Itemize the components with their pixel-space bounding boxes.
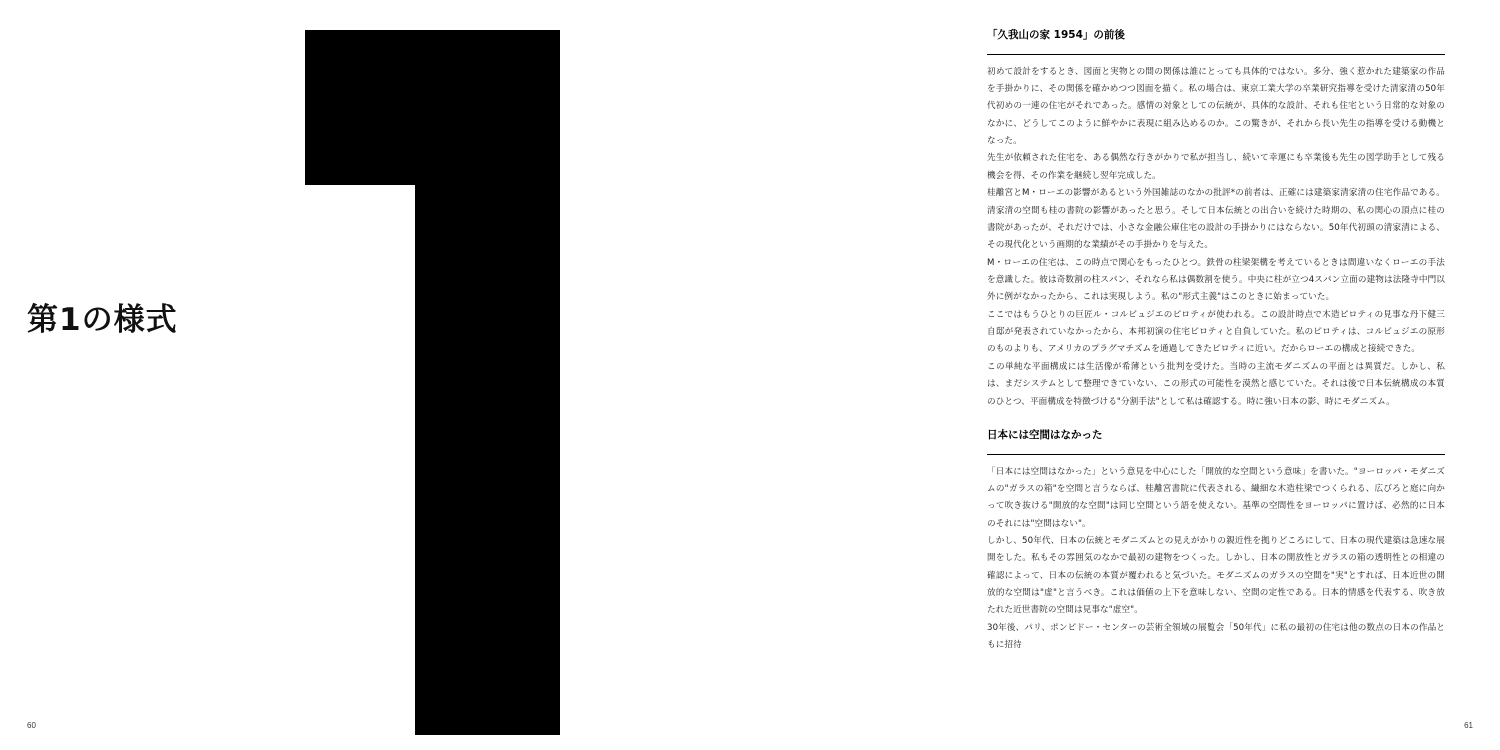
body-text-column [987,28,1445,655]
section-rule-2 [987,454,1445,455]
section-rule-1 [987,54,1445,55]
paragraph: 初めて設計をするとき、図面と実物との間の関係は誰にとっても具体的ではない。多分、強く惹かれた建築家の作品を手掛かりに、その関係を確かめつつ図面を描く。私の場合は、東京工業大学の卒業研究指導を受けた清家清の50年代初めの一連の住宅がそれであった。感情の対象としての伝統が、具体的な設計、それも住宅という日常的な対象のなかに、どうしてこのように鮮やかに表現に組み込めるのか。この驚きが、それから長い先生の指導を受ける動機となった。 [987,66,1445,147]
right-page [750,0,1500,750]
section-heading-1: 「久我山の家 1954」の前後 [987,29,1125,41]
paragraph: 「日本には空間はなかった」という意見を中心にした「開放的な空間という意味」を書いた。"ヨーロッパ・モダニズムの"ガラスの箱"を空間と言うならば、桂離宮書院に代表される、繊細な木造柱梁でつくられる、広びろと庭に向かって吹き抜ける"開放的な空間"は同じ空間という語を使えない。基準の空間性をヨーロッパに置けば、必然的に日本のそれには"空間はない"。 [987,466,1445,529]
paragraph: 先生が依頼された住宅を、ある偶然な行きがかりで私が担当し、続いて幸運にも卒業後も先生の図学助手として残る機会を得、その作業を継続し翌年完成した。 [987,153,1445,181]
section-heading-2: 日本には空間はなかった [987,428,1103,441]
numeral-stem-shape [415,30,560,735]
chapter-number-graphic [305,30,560,735]
folio-right: 61 [1464,721,1473,730]
paragraph: しかし、50年代、日本の伝統とモダニズムとの見えがかりの親近性を拠りどころにして、日本の現代建築は急速な展開をした。私もその雰囲気のなかで最初の建物をつくった。しかし、日本の開放性とガラスの箱の透明性との相違の確認によって、日本の伝統の本質が覆われると気づいた。モダニズムのガラスの空間を"実"とすれば、日本近世の開放的な空間は"虚"と言うべき。これは価値の上下を意味しない、空間の定性である。日本的情感を代表する、吹き放たれた近世書院の空間は見事な"虚空"。 [987,536,1445,616]
chapter-title: 第1の様式 [27,302,178,338]
paragraph: この単純な平面構成には生活像が希薄という批判を受けた。当時の主流モダニズムの平面とは異質だ。しかし、私は、まだシステムとして整理できていない、この形式の可能性を漠然と感じていた。それは後で日本伝統構成の本質のひとつ、平面構成を特徴づける"分割手法"として私は確認する。時に強い日本の影、時にモダニズム。 [987,361,1445,407]
paragraph: 30年後、パリ、ポンピドー・センターの芸術全領域の展覧会「50年代」に私の最初の住宅は他の数点の日本の作品ともに招待 [987,622,1445,651]
paragraph: ここではもうひとりの巨匠ル・コルビュジエのピロティが使われる。この設計時点で木造ピロティの見事な丹下健三自邸が発表されていなかったから、本邦初演の住宅ピロティと自負していた。私のピロティは、コルビュジエの原形のものよりも、アメリカのプラグマチズムを通過してきたピロティに近い。だからローエの構成と接続できた。 [987,309,1445,355]
paragraph: M・ローエの住宅は、この時点で関心をもったひとつ。鉄骨の柱梁架構を考えているときは間違いなくローエの手法を意識した。彼は奇数割の柱スパン、それなら私は偶数割を使う。中央に柱が立つ4スパン立面の建物は法隆寺中門以外に例がなかったから、これは実現しよう。私の"形式主義"はこのときに始まっていた。 [987,257,1445,303]
folio-left: 60 [27,721,36,730]
paragraph: 桂離宮とM・ローエの影響があるという外国雑誌のなかの批評*の前者は、正確には建築家清家清の住宅作品である。清家清の空間も桂の書院の影響があったと思う。そして日本伝統との出合いを続けた時期の、私の関心の頂点に桂の書院があったが、それだけでは、小さな金融公庫住宅の設計の手掛かりにはならない。50年代初頭の清家清による、その現代化という画期的な業績がその手掛かりを与えた。 [987,188,1445,251]
